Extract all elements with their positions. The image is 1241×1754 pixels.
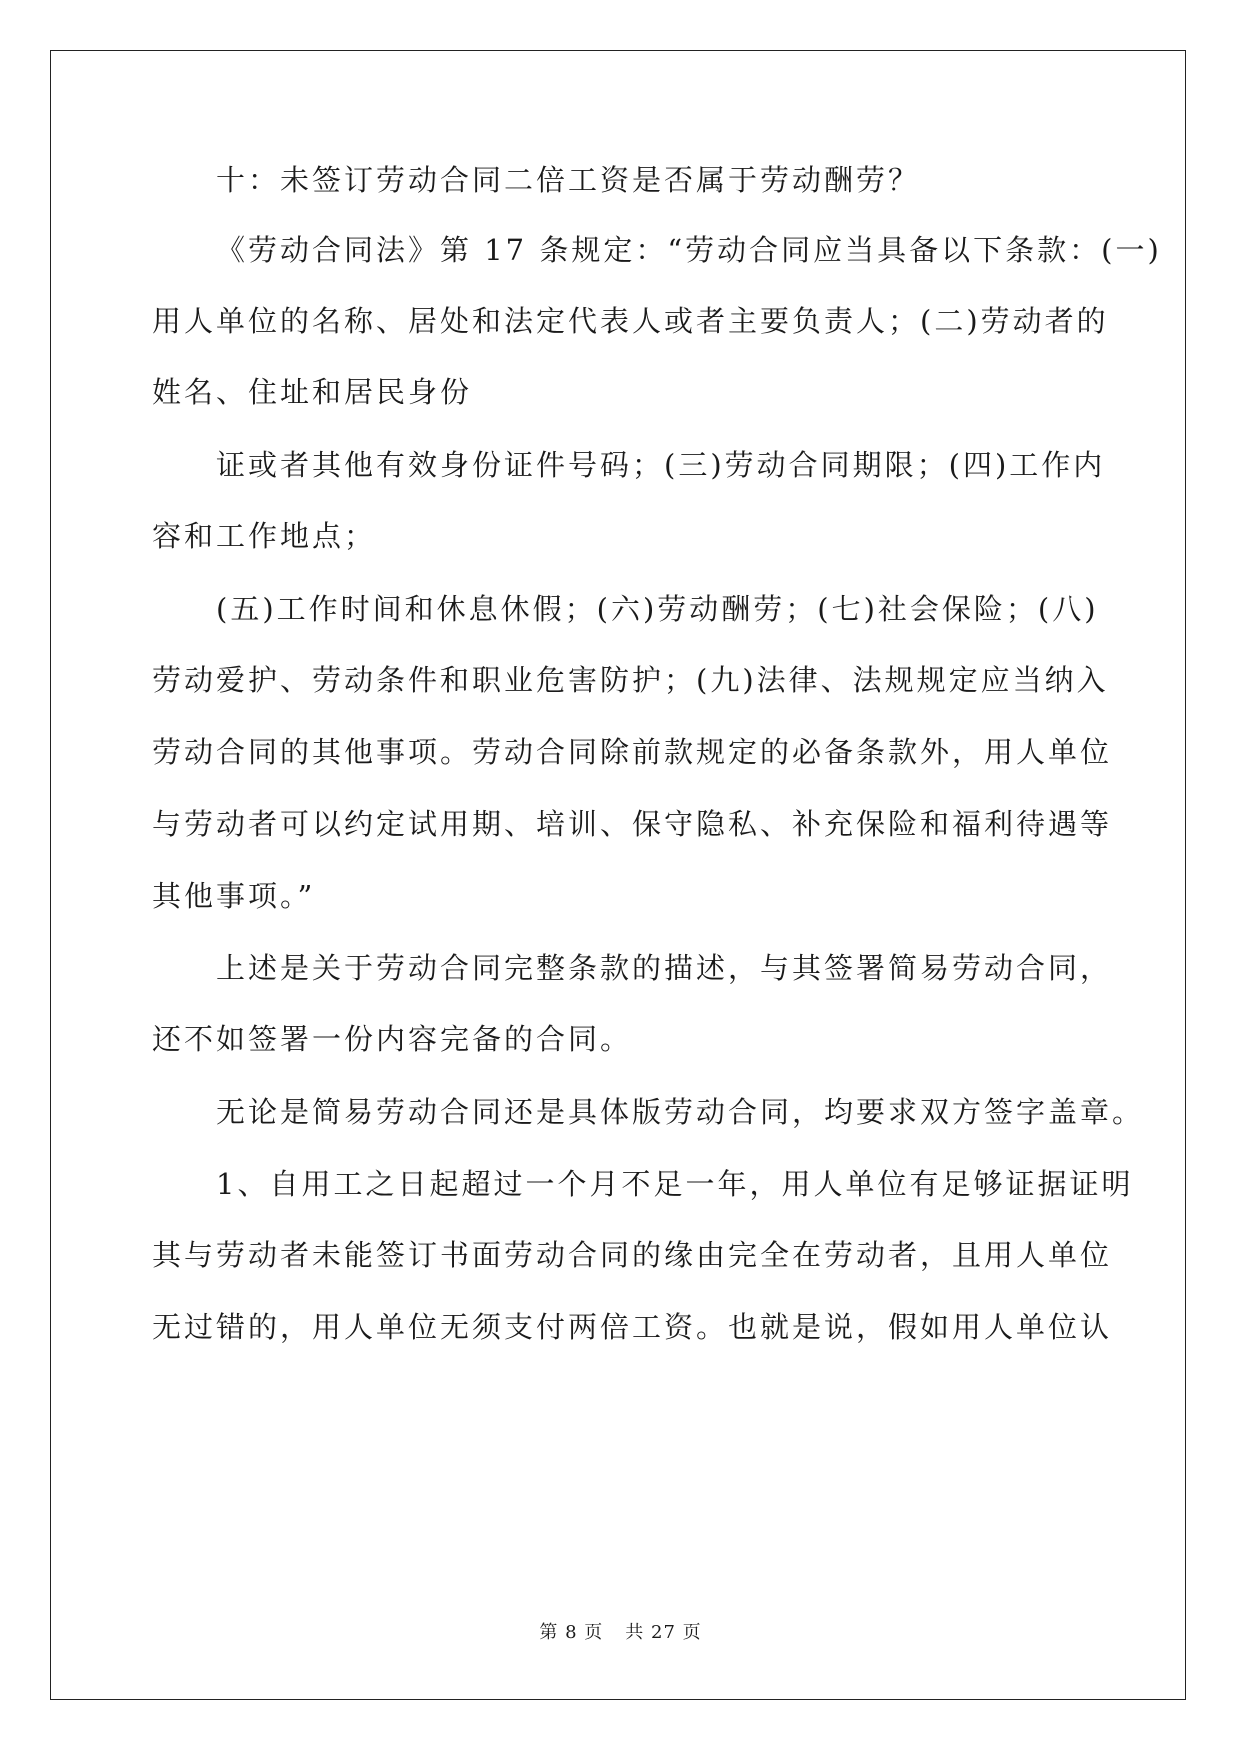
page-footer	[0, 1618, 1241, 1644]
section-heading: 十：未签订劳动合同二倍工资是否属于劳动酬劳？	[216, 163, 921, 197]
paragraph-line: 无过错的，用人单位无须支付两倍工资。也就是说，假如用人单位认	[152, 1310, 1113, 1344]
paragraph-line: 容和工作地点；	[152, 519, 377, 553]
paragraph-line: 1、自用工之日起超过一个月不足一年，用人单位有足够证据证明	[216, 1167, 1134, 1201]
paragraph-line: 其他事项。”	[152, 879, 316, 913]
paragraph-line: 其与劳动者未能签订书面劳动合同的缘由完全在劳动者，且用人单位	[152, 1238, 1113, 1272]
paragraph-line: (五)工作时间和休息休假；(六)劳动酬劳；(七)社会保险；(八)	[216, 592, 1099, 626]
page-total: 共 27 页	[625, 1622, 702, 1643]
paragraph-line: 劳动爱护、劳动条件和职业危害防护；(九)法律、法规规定应当纳入	[152, 663, 1109, 697]
paragraph-line: 还不如签署一份内容完备的合同。	[152, 1022, 633, 1056]
paragraph-line: 《劳动合同法》第 17 条规定：“劳动合同应当具备以下条款：(一)	[216, 233, 1162, 267]
page-border	[50, 50, 1186, 1700]
paragraph-line: 用人单位的名称、居处和法定代表人或者主要负责人；(二)劳动者的	[152, 304, 1109, 338]
paragraph-line: 劳动合同的其他事项。劳动合同除前款规定的必备条款外，用人单位	[152, 735, 1113, 769]
paragraph-line: 证或者其他有效身份证件号码；(三)劳动合同期限；(四)工作内	[216, 448, 1106, 482]
paragraph-line: 姓名、住址和居民身份	[152, 375, 473, 409]
paragraph-line: 无论是简易劳动合同还是具体版劳动合同，均要求双方签字盖章。	[216, 1095, 1145, 1129]
page-number: 第 8 页	[539, 1622, 604, 1643]
paragraph-line: 上述是关于劳动合同完整条款的描述，与其签署简易劳动合同，	[216, 951, 1113, 985]
paragraph-line: 与劳动者可以约定试用期、培训、保守隐私、补充保险和福利待遇等	[152, 807, 1113, 841]
